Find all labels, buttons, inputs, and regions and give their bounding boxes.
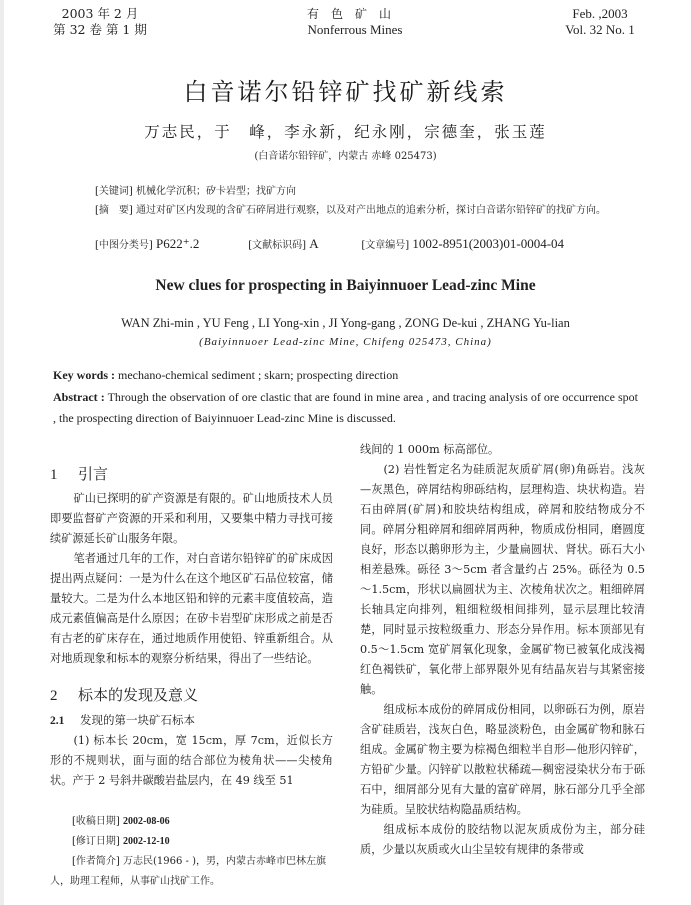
- revised-date: 2002-12-10: [123, 836, 170, 847]
- author-bio-label: [作者简介]: [72, 856, 120, 867]
- section-1-heading: [50, 462, 333, 487]
- abstract-cn: [74, 202, 634, 219]
- body-left-column: [50, 462, 333, 791]
- section-1-number: 1: [50, 467, 58, 483]
- section-2-paragraph: (2) 岩性暂定名为硅质泥灰质矿屑(卵)角砾岩。浅灰—灰黑色，碎屑结构卵砾结构，层理构造、块状构造。岩石由碎屑(矿屑)和胶块结构组成，碎屑和胶结物成分不同。碎屑分粗碎屑和细碎屑两种，物质成份相同，磨圆度良好，形态以鹅卵形为主，少量扁圆状、肾状。砾石大小相差悬殊。砾径 3～5cm 者含量约占 25%。砾径为 0.5～1.5cm，形状以扁圆状为主、次棱角状次之。粗细碎屑长轴具定向排列，粗细粒级相间排列，显示层理比较清楚，同时显示按粒级重力、形态分异作用。标本顶部见有0.5～1.5cm 宽矿屑氧化现象，金属矿物已被氧化成浅褐红色褐铁矿，氧化带上部界限外见有结晶灰岩与其紧密接触。: [360, 463, 645, 696]
- header-center: [275, 6, 435, 38]
- body-right-column: [360, 440, 645, 860]
- section-1-title: 引言: [78, 465, 109, 483]
- clc-value: P622⁺.2: [156, 236, 200, 251]
- revised-label: [修订日期]: [72, 836, 120, 847]
- subsection-2-1-heading: [50, 710, 333, 731]
- authors-en: WAN Zhi-min , YU Feng , LI Yong-xin , JI Yong-gang , ZONG De-kui , ZHANG Yu-lian: [121, 316, 570, 330]
- received-date: 2002-08-06: [123, 816, 170, 827]
- section-2-title: 标本的发现及意义: [78, 686, 199, 704]
- document-code: [248, 236, 358, 252]
- authors-cn: 万志民，于 峰，李永新，纪永刚，宗德奎，张玉莲: [144, 123, 547, 141]
- section-2-number: 2: [50, 688, 58, 704]
- section-2-heading: [50, 683, 333, 708]
- article-id-label: [文章编号]: [361, 240, 410, 251]
- header-date-en: Feb. ,2003: [572, 6, 628, 21]
- section-2-paragraph: 组成标本成份的胶结物以泥灰质成份为主，部分硅质，少量以灰质或火山尘呈较有规律的条带或: [360, 823, 645, 856]
- subsection-2-1-number: 2.1: [50, 715, 65, 727]
- clc-number: [95, 236, 245, 252]
- received-label: [收稿日期]: [72, 816, 120, 827]
- subsection-2-1-title: 发现的第一块矿石标本: [80, 713, 195, 727]
- keywords-en-text: mechano-chemical sediment ; skarn; prospecting direction: [115, 368, 399, 382]
- header-right: [540, 6, 660, 38]
- keywords-en-label: Key words :: [53, 368, 115, 382]
- affiliation-en: (Baiyinnuoer Lead-zinc Mine, Chifeng 025473, China): [199, 336, 492, 348]
- footnotes: [50, 812, 333, 892]
- abstract-en: [53, 387, 638, 429]
- section-2-paragraph-continued: 线间的 1 000m 标高部位。: [360, 443, 500, 456]
- article-title-cn: 白音诺尔铅锌矿找矿新线索: [183, 78, 508, 106]
- journal-name-en: Nonferrous Mines: [307, 22, 403, 37]
- article-id-value: 1002-8951(2003)01-0004-04: [412, 236, 565, 251]
- abstract-cn-text: 通过对矿区内发现的含矿石碎屑进行观察，以及对产出地点的追索分析，探讨白音诺尔铅锌矿的找矿方向。: [136, 205, 606, 216]
- footnote-received: [50, 812, 333, 832]
- header-volume-en: Vol. 32 No. 1: [565, 22, 635, 37]
- section-2-paragraph: 组成标本成份的碎屑成份相同，以卵砾石为例，原岩含矿硅质岩，浅灰白色，略显淡粉色，由金属矿物和脉石组成。金属矿物主要为棕褐色细粒半自形—他形闪锌矿，方铅矿少量。闪锌矿以散粒状稀疏—稠密浸染状分布于砾石中，细屑部分见有大量的富矿碎屑，脉石部分几乎全部为硅质。呈胶状结构隐晶质结构。: [360, 703, 645, 816]
- header-date-cn: 2003 年 2 月: [61, 6, 139, 21]
- footnote-revised: [50, 832, 333, 852]
- classification-row: [95, 236, 655, 252]
- header-volume-cn: 第 32 卷 第 1 期: [53, 22, 147, 37]
- abstract-cn-label: [摘 要]: [95, 205, 133, 216]
- article-title-en: New clues for prospecting in Baiyinnuoer Lead-zinc Mine: [155, 277, 536, 294]
- section-2-paragraph: (1) 标本长 20cm，宽 15cm，厚 7cm，近似长方形的不规则状，面与面的结合部位为棱角状——尖棱角状。产于 2 号斜井碳酸岩盐层内，在 49 线至 51: [50, 734, 333, 787]
- keywords-cn: [95, 182, 296, 197]
- doc-code-value: A: [309, 236, 319, 251]
- author-bio-text: 万志民(1966 - )，男，内蒙古赤峰市巴林左旗人，助理工程师，从事矿山找矿工作。: [50, 856, 326, 887]
- doc-code-label: [文献标识码]: [248, 240, 306, 251]
- article-id: [361, 236, 564, 252]
- clc-label: [中图分类号]: [95, 240, 153, 251]
- abstract-en-label: Abstract :: [53, 390, 105, 404]
- section-1-paragraph: 矿山已探明的矿产资源是有限的。矿山地质技术人员即要监督矿产资源的开采和利用，又要集中精力寻找可接续矿源延长矿山服务年限。: [50, 492, 333, 545]
- keywords-en: [53, 368, 398, 383]
- journal-name-cn: 有色矿山: [306, 7, 403, 21]
- affiliation-cn: (白音诺尔铅锌矿，内蒙古 赤峰 025473): [254, 151, 437, 162]
- section-1-paragraph: 笔者通过几年的工作，对白音诺尔铅锌矿的矿床成因提出两点疑问：一是为什么在这个地区矿石品位较富，储量较大。二是为什么本地区铅和锌的元素丰度值较高，造成元素值偏高是什么原因；在矽卡岩型矿床形成之前是否有古老的矿床存在，通过地质作用使铅、锌重新组合。从对地质现象和标本的观察分析结果，得出了一些结论。: [50, 552, 333, 665]
- keywords-cn-label: [关键词]: [95, 186, 133, 197]
- footnote-author-bio: [50, 852, 333, 892]
- header-left: [40, 6, 160, 38]
- keywords-cn-text: 机械化学沉积；矽卡岩型；找矿方向: [136, 186, 296, 197]
- abstract-en-text: Through the observation of ore clastic that are found in mine area , and tracing analysis of ore occurrence spot , the prospecting direction of Baiyinnuoer Lead-zinc Mine is discussed.: [53, 390, 638, 425]
